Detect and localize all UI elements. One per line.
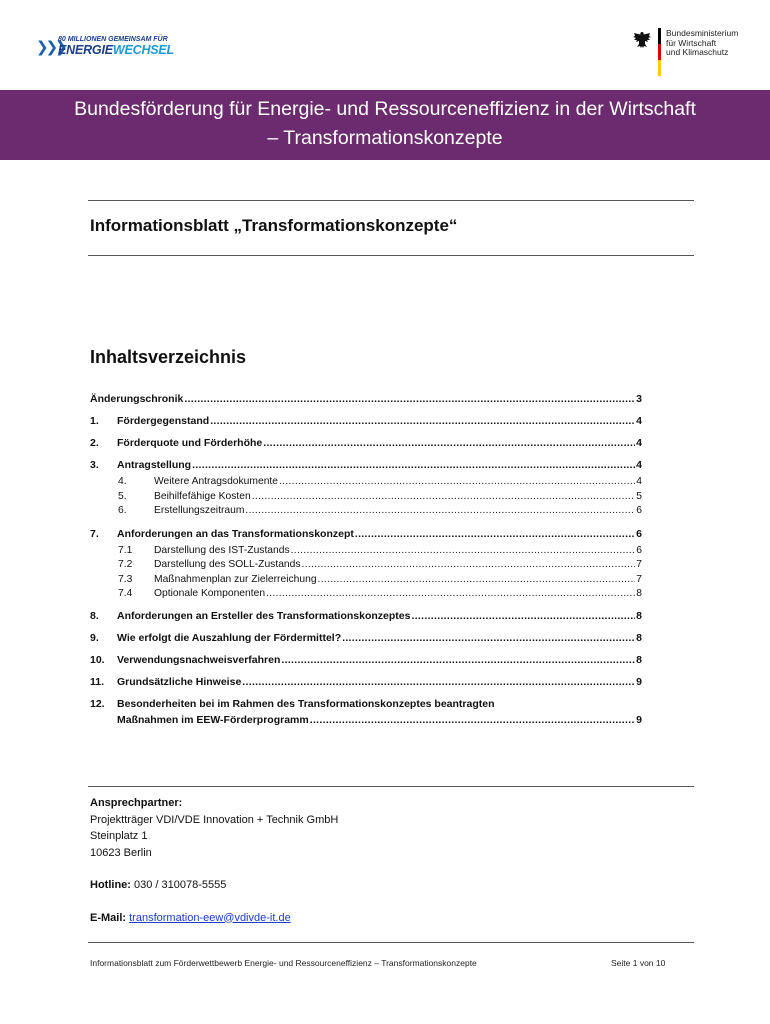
toc-entry[interactable]: 12. Besonderheiten bei im Rahmen des Transformationskonzeptes beantragten	[90, 698, 495, 710]
divider	[88, 786, 694, 787]
footer-text: Informationsblatt zum Förderwettbewerb Energie- und Ressourceneffizienz – Transformationskonzepte	[90, 958, 477, 968]
energiewechsel-logo	[36, 36, 186, 58]
chevrons-icon: ❯❯❯	[36, 39, 65, 56]
toc-subentry[interactable]: 7.4 Optionale Komponenten ..... 8	[118, 588, 642, 599]
toc-subentry[interactable]: 7.2 Darstellung des SOLL-Zustands ..... 7	[118, 559, 642, 570]
toc-subentry[interactable]: 6. Erstellungszeitraum ..... 6	[118, 505, 642, 516]
toc-subentry[interactable]: 7.3 Maßnahmenplan zur Zielerreichung ..... 7	[118, 574, 642, 585]
toc-entry[interactable]: 2. Förderquote und Förderhöhe ..... 4	[90, 437, 642, 449]
german-flag-stripe	[658, 28, 661, 76]
toc-entry[interactable]: 1. Fördergegenstand ..... 4	[90, 415, 642, 427]
contact-block	[90, 795, 338, 926]
email-link[interactable]: transformation-eew@vdivde-it.de	[129, 911, 291, 924]
banner-line-2: – Transformationskonzepte	[267, 127, 503, 149]
toc-subentry[interactable]: 7.1 Darstellung des IST-Zustands ..... 6	[118, 545, 642, 556]
federal-eagle-icon	[632, 30, 652, 50]
title-banner	[0, 90, 770, 160]
divider	[88, 200, 694, 201]
toc-entry[interactable]: 11. Grundsätzliche Hinweise ..... 9	[90, 676, 642, 688]
page-number: Seite 1 von 10	[611, 958, 666, 968]
toc-entry-continuation[interactable]: Maßnahmen im EEW-Förderprogramm ..... 9	[117, 714, 642, 726]
toc-heading: Inhaltsverzeichnis	[90, 347, 247, 367]
contact-email: E-Mail: transformation-eew@vdivde-it.de	[90, 911, 291, 924]
contact-city: 10623 Berlin	[90, 846, 152, 859]
contact-street: Steinplatz 1	[90, 830, 148, 842]
toc-subentry[interactable]: 5. Beihilfefähige Kosten ..... 5	[118, 491, 642, 502]
logo-tagline: 80 MILLIONEN GEMEINSAM FÜR	[58, 36, 168, 43]
document-title: Informationsblatt „Transformationskonzepte“	[90, 216, 458, 235]
ministry-logo	[630, 28, 740, 80]
ministry-name: Bundesministerium für Wirtschaft und Klimaschutz	[666, 28, 739, 57]
toc-entry[interactable]: 9. Wie erfolgt die Auszahlung der Fördermittel? ..... 8	[90, 632, 642, 644]
toc-entry[interactable]: 3. Antragstellung ..... 4	[90, 459, 642, 471]
toc-entry[interactable]: 10. Verwendungsnachweisverfahren ..... 8	[90, 654, 642, 666]
contact-hotline: Hotline: 030 / 310078-5555	[90, 879, 227, 891]
contact-heading: Ansprechpartner:	[90, 797, 183, 809]
banner-line-1: Bundesförderung für Energie- und Ressourceneffizienz in der Wirtschaft	[74, 98, 696, 120]
logo-wordmark: ENERGIEWECHSEL	[58, 43, 174, 57]
toc-entry[interactable]: 8. Anforderungen an Ersteller des Transformationskonzeptes ..... 8	[90, 610, 642, 622]
divider	[88, 255, 694, 256]
toc-entry[interactable]: 7. Anforderungen an das Transformationskonzept ..... 6	[90, 528, 642, 540]
contact-org: Projektträger VDI/VDE Innovation + Technik GmbH	[90, 813, 339, 826]
divider	[88, 942, 694, 943]
toc-entry[interactable]: Änderungschronik ..... 3	[90, 393, 642, 405]
toc-subentry[interactable]: 4. Weitere Antragsdokumente ..... 4	[118, 476, 642, 487]
